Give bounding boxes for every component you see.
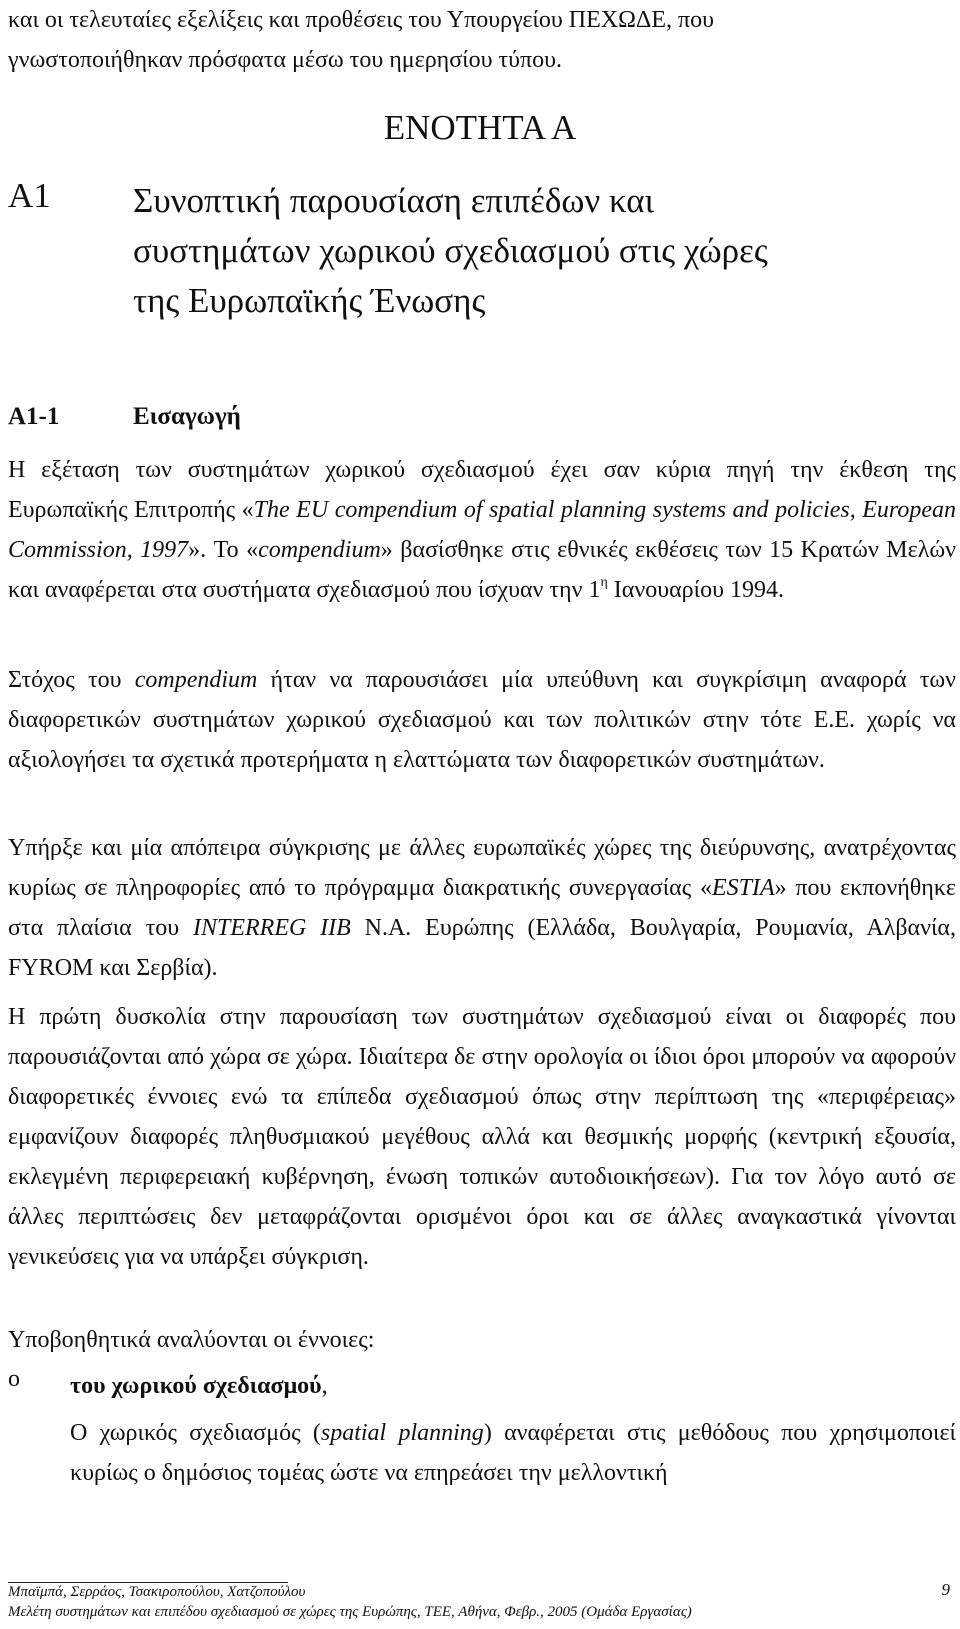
para1-italic: The EU compendium of spatial planning systems and policies, European Commission, 1997 [8, 497, 956, 563]
page-number: 9 [941, 1580, 950, 1599]
para1-sup: η [600, 575, 608, 590]
para1-tail: » βασίσθηκε στις εθνικές εκθέσεις των 15 Κρατών Μελών και αναφέρεται στα συστήματα σχεδιασμού που ίσχυαν την 1 [8, 537, 956, 603]
footer-rule [8, 1582, 288, 1583]
para3-italic2: INTERREG IIB [192, 915, 351, 941]
section-title-line-3: της Ευρωπαϊκής Ένωσης [133, 281, 486, 320]
unit-heading: ΕΝΟΤΗΤΑ Α [383, 108, 577, 147]
bullet-description [70, 1413, 956, 1493]
para1-mid: ». Το « [188, 537, 259, 563]
paragraph-5: Υποβοηθητικά αναλύονται οι έννοιες: [8, 1327, 375, 1353]
para3-mid: » που εκπονήθηκε στα πλαίσια του [8, 875, 956, 941]
paragraph-2 [8, 660, 956, 780]
para2-tail: ήταν να παρουσιάσει μία υπεύθυνη και συγκρίσιμη αναφορά των διαφορετικών συστημάτων χωρικού σχεδιασμού και των πολιτικών στην τότε Ε.Ε. χωρίς να αξιολογήσει τα σχετικά προτερήματα η ελαττώματα των διαφορετικών συστημάτων. [8, 667, 956, 773]
intro-line-2: γνωστοποιήθηκαν πρόσφατα μέσω του ημερησίου τύπου. [8, 47, 563, 73]
intro-line-1: και οι τελευταίες εξελίξεις και προθέσεις του Υπουργείου ΠΕΧΩΔΕ, που [8, 7, 715, 33]
subsection-title: Εισαγωγή [133, 403, 241, 430]
bullet-marker: o [8, 1366, 20, 1392]
bullet-term: του χωρικού σχεδιασμού [70, 1373, 322, 1399]
bullet-desc-lead: Ο χωρικός σχεδιασμός ( [70, 1420, 321, 1446]
section-title [133, 176, 943, 326]
para3-italic: ESTIA [711, 875, 775, 901]
footer-citation: Μελέτη συστημάτων και επιπέδου σχεδιασμού σε χώρες της Ευρώπης, ΤΕΕ, Αθήνα, Φεβρ., 2005 (Ομάδα Εργασίας) [8, 1604, 692, 1620]
paragraph-4: Η πρώτη δυσκολία στην παρουσίαση των συστημάτων σχεδιασμού είναι οι διαφορές που παρουσιάζονται από χώρα σε χώρα. Ιδιαίτερα δε στην ορολογία οι ίδιοι όροι μπορούν να αφορούν διαφορετικές έννοιες ενώ τα επίπεδα σχεδιασμού όπως στην περίπτωση της «περιφέρειας» εμφανίζουν διαφορές πληθυσμιακού μεγέθους αλλά και θεσμικής μορφής (κεντρική εξουσία, εκλεγμένη περιφερειακή κυβέρνηση, ένωση τοπικών αυτοδιοικήσεων). Για τον λόγο αυτό σε άλλες περιπτώσεις δεν μεταφράζονται ορισμένοι όροι και σε άλλες αναγκαστικά γίνονται γενικεύσεις για να υπάρξει σύγκριση. [8, 1004, 956, 1270]
intro-paragraph [8, 0, 956, 80]
paragraph-3 [8, 828, 956, 988]
bullet-desc-tail: ) αναφέρεται στις μεθόδους που χρησιμοποιεί κυρίως ο δημόσιος τομέας ώστε να επηρεάσει την μελλοντική [70, 1420, 956, 1486]
para3-lead: Υπήρξε και μία απόπειρα σύγκρισης με άλλες ευρωπαϊκές χώρες της διεύρυνσης, ανατρέχοντας κυρίως σε πληροφορίες από το πρόγραμμα διακρατικής συνεργασίας « [8, 835, 956, 901]
footer-authors: Μπαϊμπά, Σερράος, Τσακιροπούλου, Χατζοπούλου [8, 1584, 306, 1600]
subsection-number: Α1-1 [8, 403, 60, 430]
paragraph-1 [8, 450, 956, 610]
para3-tail: Ν.Α. Ευρώπης (Ελλάδα, Βουλγαρία, Ρουμανία, Αλβανία, FYROM και Σερβία). [8, 915, 956, 981]
para1-lead: Η εξέταση των συστημάτων χωρικού σχεδιασμού έχει σαν κύρια πηγή την έκθεση της Ευρωπαϊκής Επιτροπής « [8, 457, 956, 523]
para2-italic: compendium [134, 667, 258, 693]
bullet-term-suffix: , [321, 1373, 328, 1399]
section-title-line-2: συστημάτων χωρικού σχεδιασμού στις χώρες [133, 231, 768, 270]
para2-lead: Στόχος του [8, 667, 135, 693]
para1-end: Ιανουαρίου 1994. [607, 577, 784, 603]
bullet-desc-italic: spatial planning [320, 1420, 484, 1446]
bullet-item [70, 1366, 956, 1406]
para1-italic2: compendium [258, 537, 381, 563]
section-title-line-1: Συνοπτική παρουσίαση επιπέδων και [133, 181, 655, 220]
section-number: Α1 [8, 176, 51, 215]
